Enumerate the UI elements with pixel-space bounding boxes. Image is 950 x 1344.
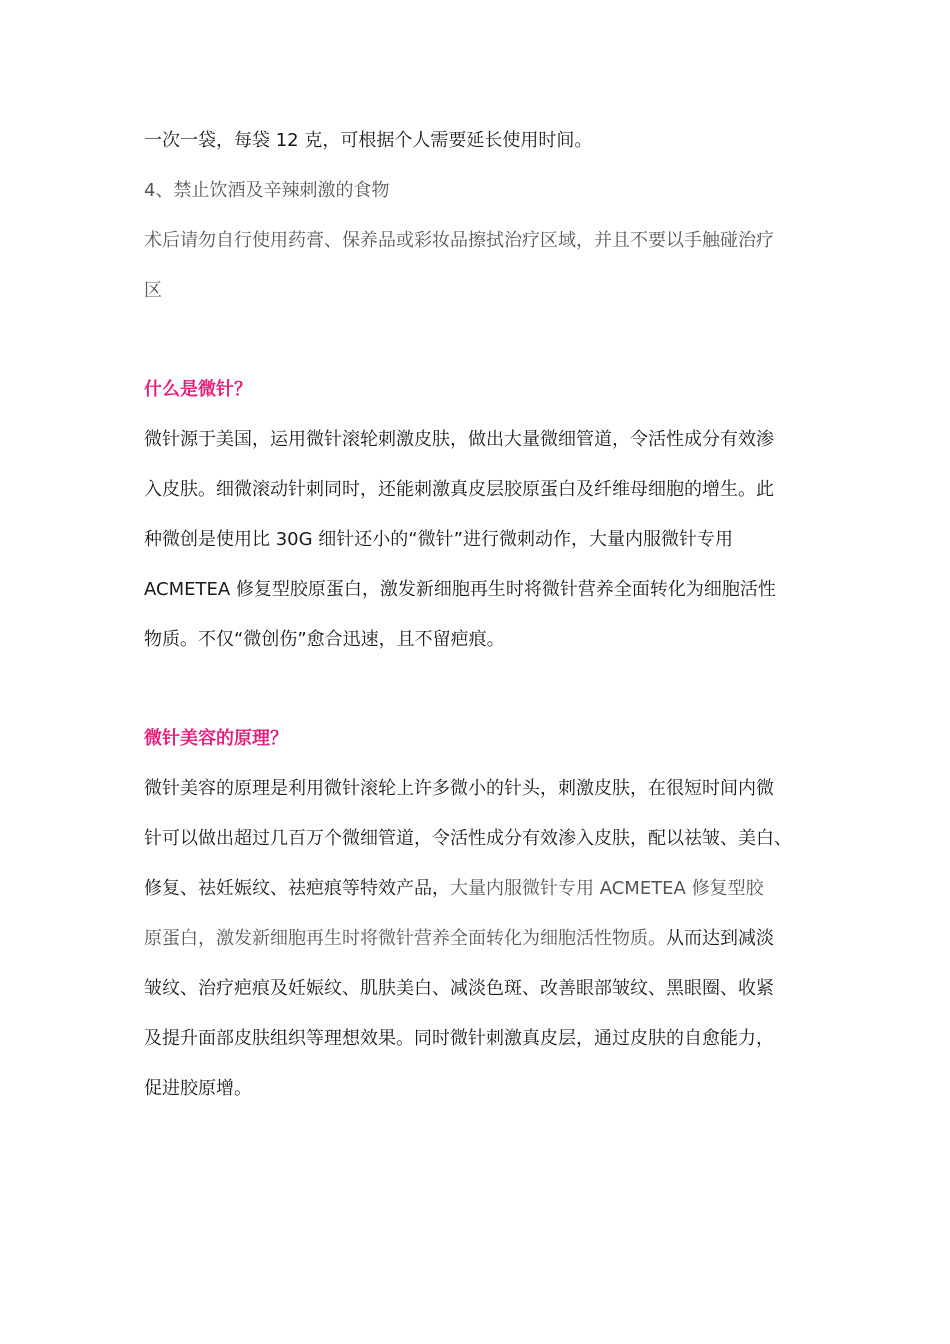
paragraph-line <box>144 926 774 952</box>
paragraph-line: 及提升面部皮肤组织等理想效果。同时微针刺激真皮层，通过皮肤的自愈能力， <box>144 1028 774 1049</box>
usage-note: 一次一袋，每袋 12 克，可根据个人需要延长使用时间。 <box>144 130 593 151</box>
paragraph-segment: 从而达到减淡 <box>666 928 774 949</box>
paragraph-line: 物质。不仅“微创伤”愈合迅速，且不留疤痕。 <box>144 629 505 650</box>
paragraph-line: 微针美容的原理是利用微针滚轮上许多微小的针头，刺激皮肤，在很短时间内微 <box>144 778 774 799</box>
paragraph-line: 促进胶原增。 <box>144 1078 252 1099</box>
paragraph-line: 针可以做出超过几百万个微细管道，令活性成分有效渗入皮肤，配以祛皱、美白、 <box>144 828 792 849</box>
paragraph-segment-muted: 原蛋白，激发新细胞再生时将微针营养全面转化为细胞活性物质。 <box>144 928 666 949</box>
paragraph-line <box>144 876 764 902</box>
paragraph-line: 微针源于美国，运用微针滚轮刺激皮肤，做出大量微细管道，令活性成分有效渗 <box>144 429 774 450</box>
section-heading-what-is-microneedle: 什么是微针？ <box>144 379 252 400</box>
aftercare-note-line-1: 术后请勿自行使用药膏、保养品或彩妆品擦拭治疗区域，并且不要以手触碰治疗 <box>144 230 774 251</box>
paragraph-line: 皱纹、治疗疤痕及妊娠纹、肌肤美白、减淡色斑、改善眼部皱纹、黑眼圈、收紧 <box>144 978 774 999</box>
paragraph-line: 种微创是使用比 30G 细针还小的“微针”进行微刺动作，大量内服微针专用 <box>144 529 733 550</box>
aftercare-note-line-2: 区 <box>144 280 162 301</box>
paragraph-segment: 修复、祛妊娠纹、祛疤痕等特效产品， <box>144 878 450 899</box>
paragraph-line: 入皮肤。细微滚动针刺同时，还能刺激真皮层胶原蛋白及纤维母细胞的增生。此 <box>144 479 774 500</box>
paragraph-line: ACMETEA 修复型胶原蛋白，激发新细胞再生时将微针营养全面转化为细胞活性 <box>144 579 776 600</box>
paragraph-segment-muted: 大量内服微针专用 ACMETEA 修复型胶 <box>450 878 764 899</box>
section-heading-principle: 微针美容的原理？ <box>144 728 288 749</box>
list-item-4: 4、禁止饮酒及辛辣刺激的食物 <box>144 180 390 201</box>
